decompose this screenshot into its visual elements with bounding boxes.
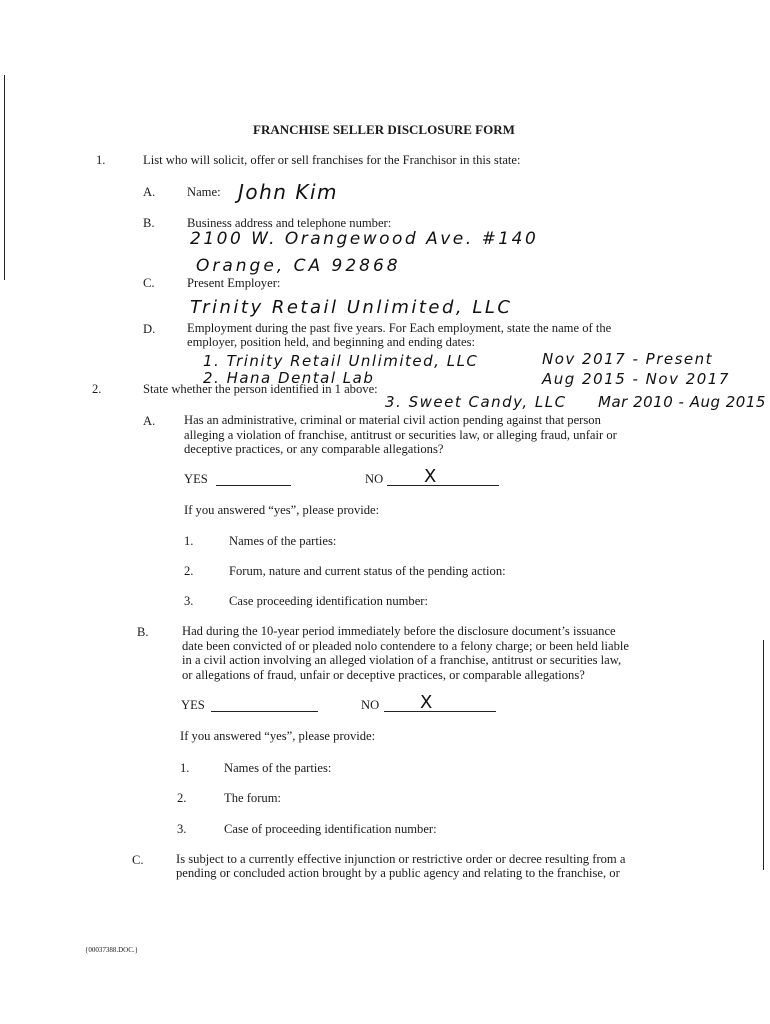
item-2b-yes-line	[211, 711, 318, 712]
item-a-letter: A.	[143, 185, 156, 199]
item-2b-sub2-text: The forum:	[224, 791, 282, 805]
section-1-text: List who will solicit, offer or sell franchises for the Franchisor in this state:	[143, 153, 521, 167]
item-2b-if-text: If you answered “yes”, please provide:	[180, 729, 376, 743]
item-2a-yes-line	[216, 485, 291, 486]
item-2a-letter: A.	[143, 414, 156, 428]
item-2a-text-line1: Has an administrative, criminal or material civil action pending against that person	[184, 413, 601, 427]
item-2b-no-mark: X	[420, 692, 433, 713]
name-label: Name:	[187, 185, 221, 199]
item-2b-yes-label: YES	[181, 698, 205, 712]
item-2a-sub2-text: Forum, nature and current status of the pending action:	[229, 564, 506, 578]
form-title: FRANCHISE SELLER DISCLOSURE FORM	[253, 122, 515, 137]
name-value: John Kim	[238, 180, 338, 204]
item-2a-sub3-text: Case proceeding identification number:	[229, 594, 428, 608]
section-2-text: State whether the person identified in 1 above:	[143, 382, 378, 396]
section-1-number: 1.	[96, 153, 106, 167]
item-2a-sub2-number: 2.	[184, 564, 194, 578]
employment-text-line1: Employment during the past five years. For Each employment, state the name of the	[187, 321, 612, 335]
item-2c-text-line1: Is subject to a currently effective injunction or restrictive order or decree resulting from a	[176, 852, 626, 866]
item-2b-sub1-number: 1.	[180, 761, 190, 775]
employment-3-employer: 3. Sweet Candy, LLC	[385, 393, 567, 411]
item-2a-sub1-number: 1.	[184, 534, 194, 548]
item-2a-no-line	[387, 485, 499, 486]
item-2b-sub1-text: Names of the parties:	[224, 761, 332, 775]
item-2b-text-line1: Had during the 10-year period immediately before the disclosure document’s issuance	[182, 624, 616, 638]
item-2b-text-line3: in a civil action involving an alleged violation of a franchise, antitrust or securities law,	[182, 653, 622, 667]
item-2b-sub3-number: 3.	[177, 822, 187, 836]
employment-1-employer: 1. Trinity Retail Unlimited, LLC	[203, 352, 479, 370]
item-2a-text-line2: alleging a violation of franchise, antitrust or securities law, or alleging fraud, unfair or	[184, 428, 617, 442]
section-2-number: 2.	[92, 382, 102, 396]
item-2c-text-line2: pending or concluded action brought by a public agency and relating to the franchise, or	[176, 866, 620, 880]
item-2b-text-line2: date been convicted of or pleaded nolo contendere to a felony charge; or been held liable	[182, 639, 630, 653]
item-2b-sub2-number: 2.	[177, 791, 187, 805]
item-2a-no-mark: X	[424, 466, 437, 487]
item-2a-sub3-number: 3.	[184, 594, 194, 608]
item-c-letter: C.	[143, 276, 155, 290]
item-2a-if-text: If you answered “yes”, please provide:	[184, 503, 380, 517]
employment-3-dates: Mar 2010 - Aug 2015	[598, 393, 766, 411]
item-d-letter: D.	[143, 322, 156, 336]
present-employer-label: Present Employer:	[187, 276, 281, 290]
item-b-letter: B.	[143, 216, 155, 230]
item-2b-sub3-text: Case of proceeding identification number:	[224, 822, 437, 836]
left-scan-edge	[4, 75, 5, 280]
employment-text-line2: employer, position held, and beginning and ending dates:	[187, 335, 476, 349]
item-2b-no-line	[384, 711, 496, 712]
item-2b-letter: B.	[137, 625, 149, 639]
business-address-label: Business address and telephone number:	[187, 216, 392, 230]
employment-2-employer: 2. Hana Dental Lab	[203, 369, 375, 387]
business-address-line1: 2100 W. Orangewood Ave. #140	[190, 229, 539, 249]
business-address-line2: Orange, CA 92868	[196, 256, 401, 276]
item-2a-text-line3: deceptive practices, or any comparable allegations?	[184, 442, 444, 456]
item-2a-no-label: NO	[365, 472, 384, 486]
item-2c-letter: C.	[132, 853, 144, 867]
employment-2-dates: Aug 2015 - Nov 2017	[542, 370, 730, 388]
item-2a-yes-label: YES	[184, 472, 208, 486]
item-2b-no-label: NO	[361, 698, 380, 712]
present-employer-value: Trinity Retail Unlimited, LLC	[190, 297, 513, 318]
item-2a-sub1-text: Names of the parties:	[229, 534, 337, 548]
employment-1-dates: Nov 2017 - Present	[542, 350, 714, 368]
item-2b-text-line4: or allegations of fraud, unfair or deceptive practices, or comparable allegations?	[182, 668, 585, 682]
footer-document-code: {00037388.DOC.}	[85, 946, 138, 954]
right-scan-edge	[763, 640, 764, 870]
